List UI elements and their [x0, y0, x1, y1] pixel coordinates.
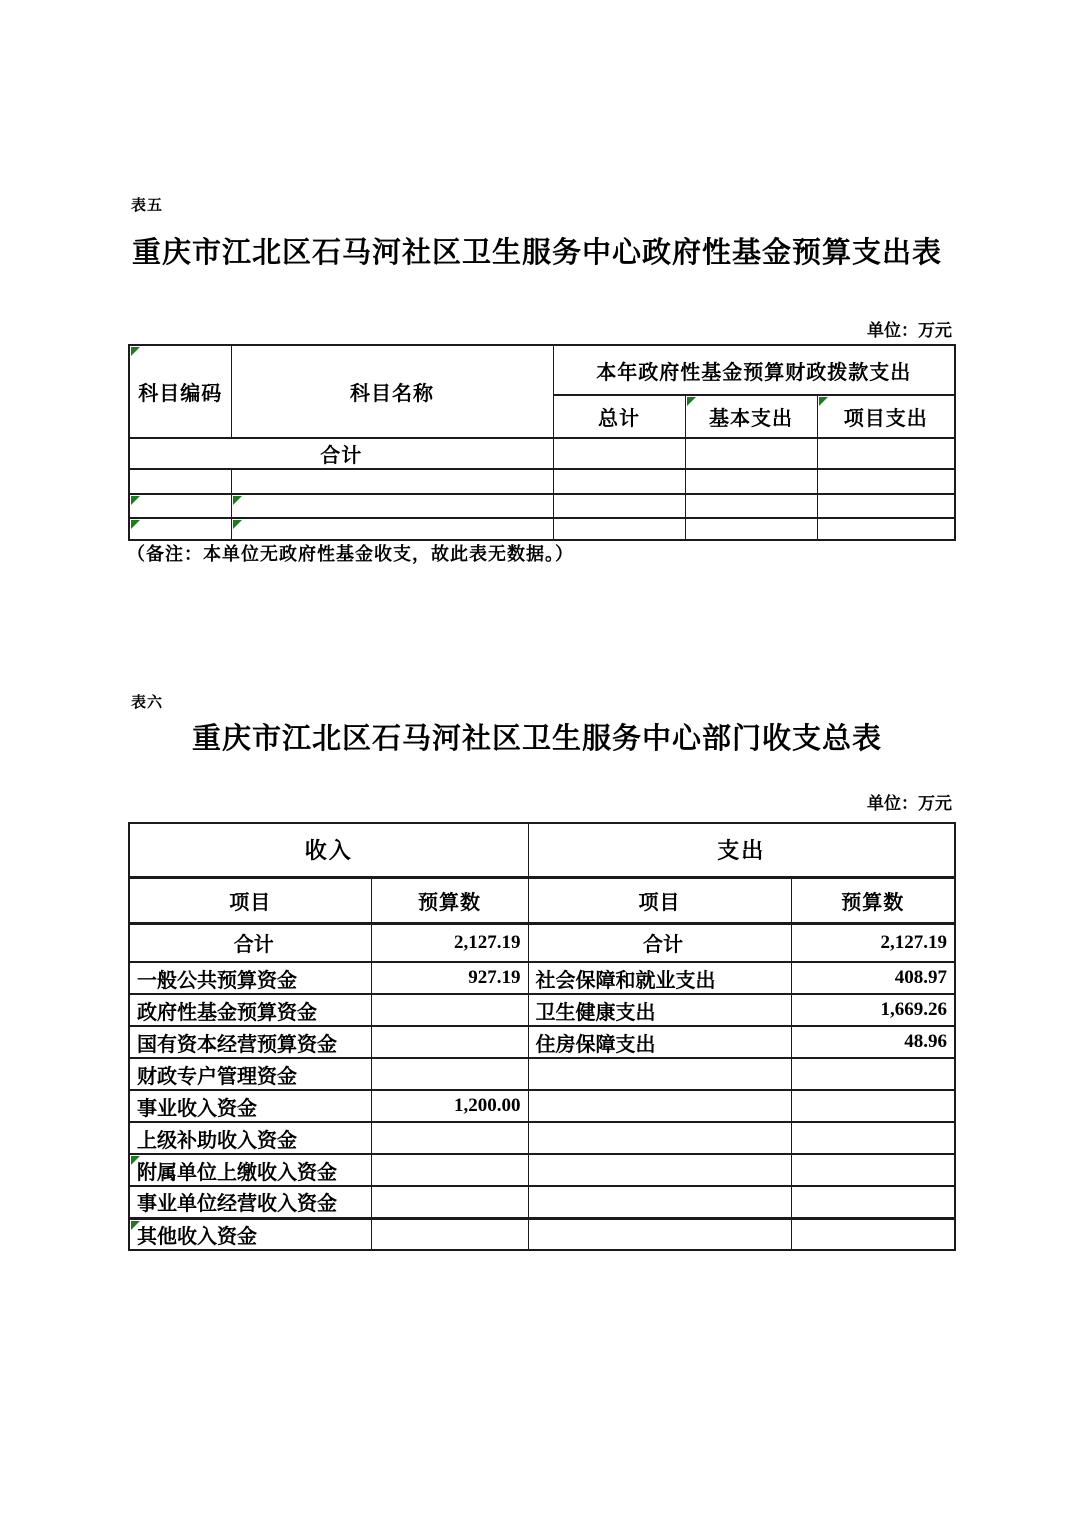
empty-cell	[685, 518, 817, 540]
income-budget-header-cell	[371, 877, 528, 923]
total-header-label: 总计	[598, 408, 640, 430]
empty-cell	[817, 438, 955, 469]
expense-item-cell	[528, 1058, 791, 1090]
table-header-row	[129, 823, 955, 877]
basic-expense-header-label: 基本支出	[709, 408, 793, 430]
table-row	[129, 1090, 955, 1122]
income-item-cell	[129, 1218, 371, 1250]
cell-flag-icon	[131, 347, 140, 356]
project-expense-header-cell	[817, 395, 955, 438]
income-group-header-cell	[129, 823, 528, 877]
income-value-cell	[371, 1026, 528, 1058]
table-row	[129, 1218, 955, 1250]
income-item-cell: 国有资本经营预算资金	[129, 1026, 371, 1058]
empty-cell	[129, 469, 231, 494]
empty-cell	[553, 469, 685, 494]
income-value-cell	[371, 994, 528, 1026]
empty-cell	[685, 469, 817, 494]
income-value-cell: 1,200.00	[371, 1090, 528, 1122]
empty-cell	[129, 518, 231, 540]
project-expense-header-label: 项目支出	[843, 408, 928, 430]
expense-group-header-cell	[528, 823, 955, 877]
empty-cell	[685, 438, 817, 469]
income-item-header-label: 项目	[229, 891, 272, 914]
income-item-cell: 事业单位经营收入资金	[129, 1186, 371, 1218]
total-row	[129, 923, 955, 962]
income-expense-summary-table	[128, 822, 956, 1251]
table-row	[129, 994, 955, 1026]
expense-item-cell: 卫生健康支出	[528, 994, 791, 1026]
income-value-cell	[371, 1122, 528, 1154]
empty-cell	[817, 518, 955, 540]
total-row-label: 合计	[320, 445, 363, 467]
income-item-label: 附属单位上缴收入资金	[137, 1161, 337, 1184]
empty-cell	[685, 494, 817, 518]
empty-cell	[231, 494, 553, 518]
table-row	[129, 1122, 955, 1154]
empty-cell	[231, 469, 553, 494]
expense-value-cell: 2,127.19	[791, 923, 955, 962]
income-budget-header-label: 预算数	[418, 891, 481, 914]
income-value-cell	[371, 1058, 528, 1090]
income-value-cell	[371, 1218, 528, 1250]
income-value-cell	[371, 1186, 528, 1218]
expense-item-cell	[528, 1122, 791, 1154]
income-item-cell	[129, 1154, 371, 1186]
cell-flag-icon	[131, 1156, 140, 1165]
subject-name-header-label: 科目名称	[350, 383, 434, 405]
empty-cell	[817, 494, 955, 518]
income-item-cell: 财政专户管理资金	[129, 1058, 371, 1090]
table6-title: 重庆市江北区石马河社区卫生服务中心部门收支总表	[191, 723, 882, 755]
basic-expense-header-cell	[685, 395, 817, 438]
expense-group-header-label: 支出	[717, 838, 766, 864]
empty-cell	[553, 494, 685, 518]
expense-budget-header-cell	[791, 877, 955, 923]
expense-value-cell	[791, 1154, 955, 1186]
table-row	[129, 1026, 955, 1058]
expense-value-cell	[791, 1218, 955, 1250]
table-row	[129, 494, 955, 518]
income-value-cell: 927.19	[371, 962, 528, 994]
table5-unit-label: 单位：万元	[867, 321, 952, 340]
expense-item-cell: 合计	[528, 923, 791, 962]
expense-value-cell: 1,669.26	[791, 994, 955, 1026]
expense-item-cell	[528, 1154, 791, 1186]
table5-title: 重庆市江北区石马河社区卫生服务中心政府性基金预算支出表	[131, 237, 942, 269]
income-item-header-cell	[129, 877, 371, 923]
expense-value-cell	[791, 1186, 955, 1218]
cell-flag-icon	[819, 397, 828, 406]
cell-flag-icon	[233, 520, 242, 529]
table6-unit-label: 单位：万元	[867, 794, 952, 813]
income-group-header-label: 收入	[304, 838, 353, 864]
table-row	[129, 469, 955, 494]
table5-sheet-tag: 表五	[131, 198, 164, 214]
subject-code-header-cell	[129, 345, 231, 438]
income-value-cell	[371, 1154, 528, 1186]
empty-cell	[553, 518, 685, 540]
expense-item-cell	[528, 1090, 791, 1122]
cell-flag-icon	[131, 520, 140, 529]
table6-sheet-tag: 表六	[131, 695, 164, 711]
empty-cell	[231, 518, 553, 540]
expense-value-cell: 48.96	[791, 1026, 955, 1058]
cell-flag-icon	[131, 1221, 140, 1230]
expense-item-cell: 社会保障和就业支出	[528, 962, 791, 994]
table5-note: （备注：本单位无政府性基金收支，故此表无数据。）	[127, 544, 574, 564]
subject-name-header-cell	[231, 345, 553, 438]
total-row-label-cell	[129, 438, 553, 469]
total-row	[129, 438, 955, 469]
table-row	[129, 1186, 955, 1218]
income-value-cell: 2,127.19	[371, 923, 528, 962]
total-header-cell	[553, 395, 685, 438]
table-row	[129, 1058, 955, 1090]
cell-flag-icon	[687, 397, 696, 406]
subject-code-header-label: 科目编码	[138, 383, 223, 405]
table-row	[129, 962, 955, 994]
income-item-cell: 合计	[129, 923, 371, 962]
income-item-cell: 一般公共预算资金	[129, 962, 371, 994]
income-item-label: 其他收入资金	[137, 1225, 257, 1248]
expense-budget-header-label: 预算数	[841, 891, 905, 914]
expense-item-cell	[528, 1218, 791, 1250]
fund-appropriation-group-header-cell	[553, 345, 955, 395]
empty-cell	[129, 494, 231, 518]
expense-value-cell: 408.97	[791, 962, 955, 994]
expense-value-cell	[791, 1058, 955, 1090]
cell-flag-icon	[233, 496, 242, 505]
table-subheader-row	[129, 877, 955, 923]
gov-fund-budget-table	[128, 344, 956, 541]
income-item-cell: 上级补助收入资金	[129, 1122, 371, 1154]
expense-item-cell	[528, 1186, 791, 1218]
expense-item-header-label: 项目	[638, 891, 681, 914]
expense-value-cell	[791, 1122, 955, 1154]
expense-value-cell	[791, 1090, 955, 1122]
empty-cell	[553, 438, 685, 469]
expense-item-cell: 住房保障支出	[528, 1026, 791, 1058]
empty-cell	[817, 469, 955, 494]
income-item-cell: 事业收入资金	[129, 1090, 371, 1122]
table-row	[129, 518, 955, 540]
table-row	[129, 1154, 955, 1186]
table-header-row	[129, 345, 955, 395]
expense-item-header-cell	[528, 877, 791, 923]
income-item-cell: 政府性基金预算资金	[129, 994, 371, 1026]
fund-appropriation-group-label: 本年政府性基金预算财政拨款支出	[596, 361, 912, 384]
cell-flag-icon	[131, 496, 140, 505]
